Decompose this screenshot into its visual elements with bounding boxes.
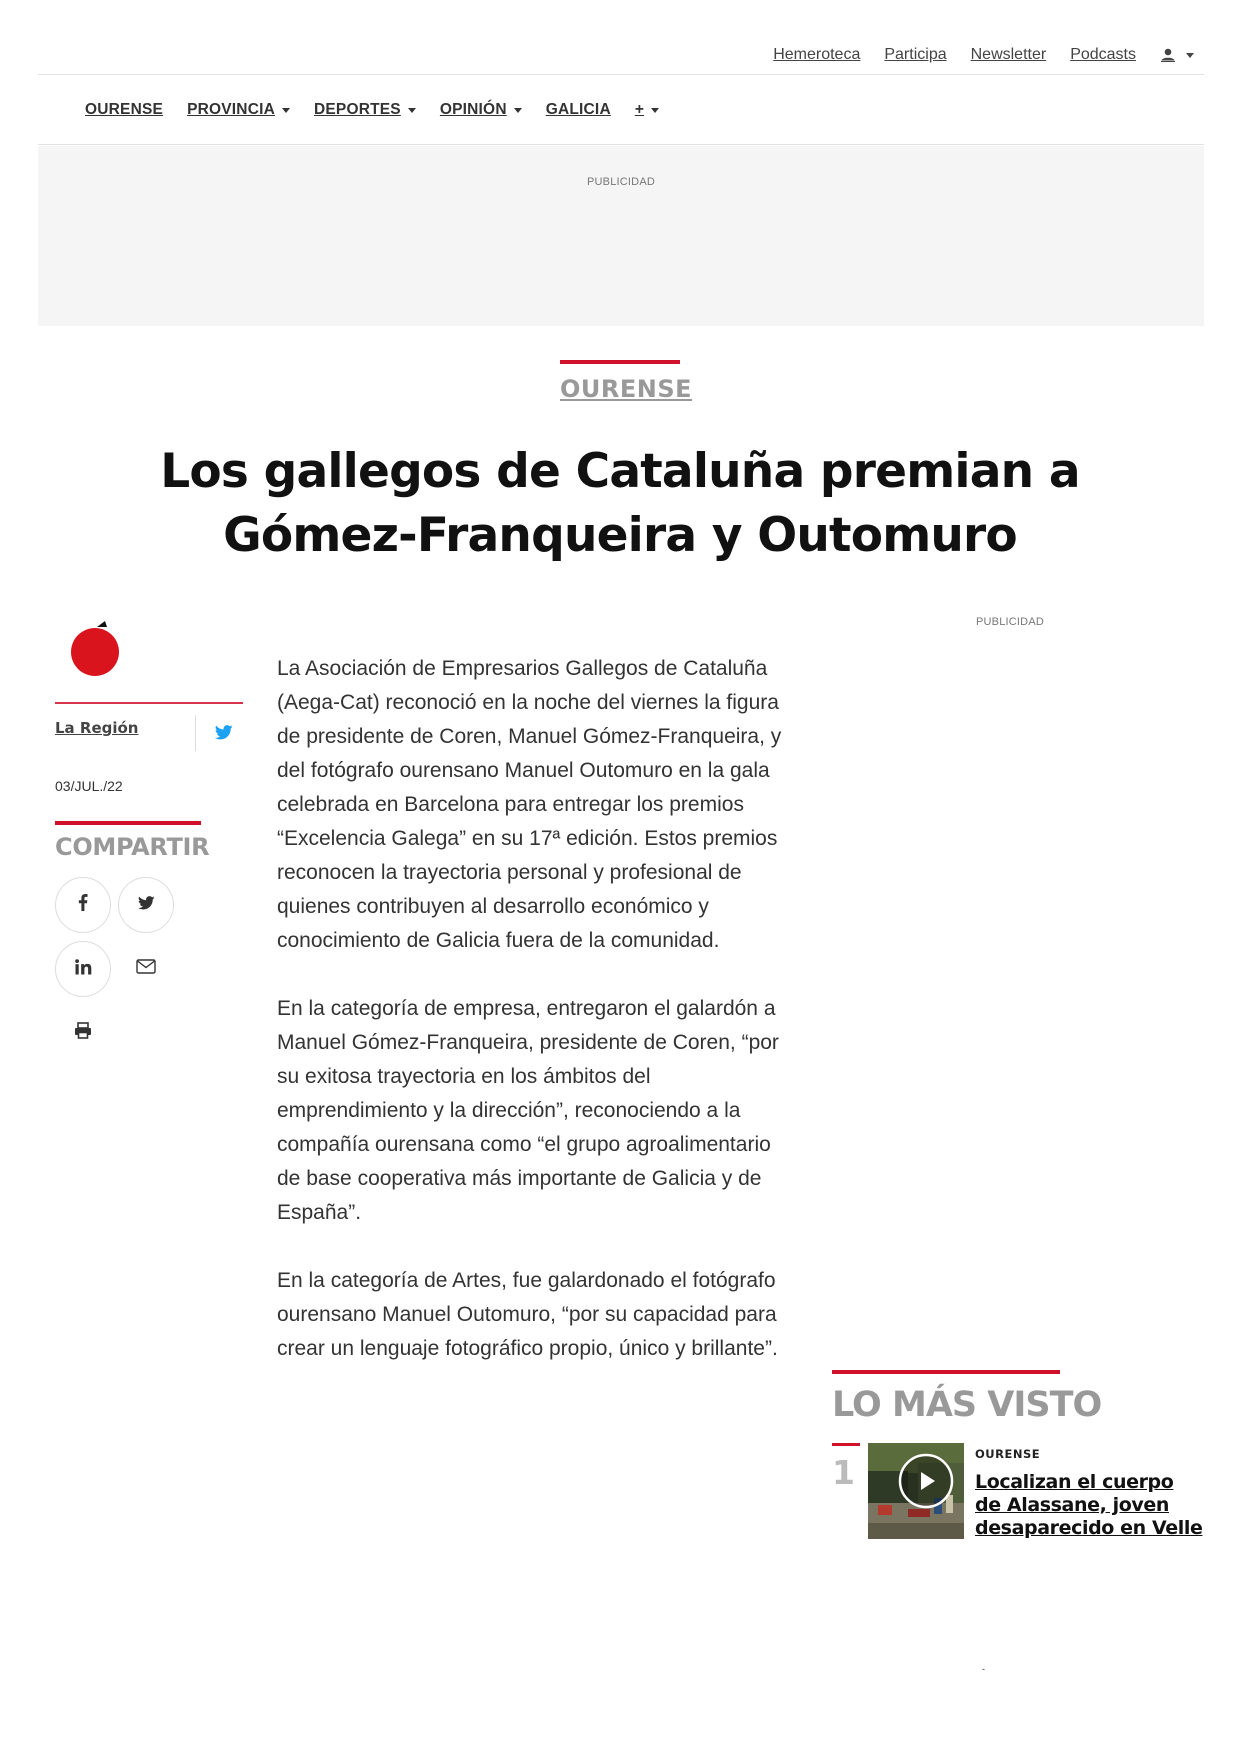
nav-item-ourense[interactable] [85,101,163,119]
share-accent-bar [55,821,201,825]
user-icon [1160,48,1178,62]
section-accent-bar [560,360,680,364]
most-viewed-title: LO MÁS VISTO [832,1385,1102,1425]
user-menu-toggle[interactable] [1160,48,1194,62]
article-date: 03/JUL./22 [55,778,123,794]
utility-links [749,46,1204,64]
main-navigation [38,75,1204,145]
share-twitter-button[interactable] [118,877,174,933]
rank-number: 1 [832,1453,855,1492]
share-linkedin-button[interactable] [55,941,111,997]
article-headline: Los gallegos de Cataluña premian a Gómez-Franqueira y Outomuro [160,444,1080,563]
top-ad-slot [38,146,1204,326]
most-viewed-section[interactable]: OURENSE [975,1447,1041,1461]
nav-item-label: + [634,101,645,118]
video-thumbnail[interactable] [868,1443,964,1539]
nav-item-label: PROVINCIA [187,101,275,118]
most-viewed-headline-link[interactable]: Localizan el cuerpo de Alassane, joven desaparecido en Velle [975,1471,1203,1539]
rank-accent-bar [832,1443,860,1446]
hemeroteca-link[interactable]: Hemeroteca [773,46,861,63]
top-utility-bar [38,40,1204,75]
nav-item-galicia[interactable] [546,101,611,119]
section-kicker[interactable] [560,360,693,403]
section-link[interactable]: OURENSE [560,375,693,403]
stray-mark: - [982,1664,985,1674]
chevron-down-icon [408,108,416,113]
nav-item-label: OPINIÓN [439,101,507,118]
chevron-down-icon [282,108,290,113]
article-paragraph: En la categoría de empresa, entregaron el galardón a Manuel Gómez-Franqueira, presidente de Coren, “por su exitosa trayectoria en los ámbitos del emprendimiento y la dirección”, reconociendo a la compañía ourensana como “el grupo agroalimentario de base cooperativa más importante de Galicia y de España”. [277,997,779,1224]
nav-item-label: DEPORTES [313,101,401,118]
article-paragraph: En la categoría de Artes, fue galardonado el fotógrafo ourensano Manuel Outomuro, “por su capacidad para crear un lenguaje fotográfico propio, único y brillante”. [277,1269,778,1360]
nav-item-provincia[interactable] [187,101,290,119]
facebook-icon [78,894,88,916]
nav-item-opinion[interactable] [440,101,522,119]
twitter-icon [138,896,155,915]
author-logo [67,615,123,679]
most-viewed-accent-bar [832,1370,1060,1374]
nav-item-label: OURENSE [85,101,164,118]
author-twitter-icon[interactable] [215,725,233,741]
author-name-link[interactable]: La Región [55,719,139,737]
chevron-down-icon [514,108,522,113]
share-facebook-button[interactable] [55,877,111,933]
podcasts-link[interactable]: Podcasts [1070,46,1136,63]
chevron-down-icon [651,108,659,113]
nav-item-label: GALICIA [545,101,611,118]
participa-link[interactable]: Participa [884,46,947,63]
ad-label: PUBLICIDAD [586,176,656,188]
author-divider [55,702,243,704]
email-icon [136,959,156,979]
share-title: COMPARTIR [55,833,210,861]
share-email-button[interactable] [118,941,174,997]
article-paragraph: La Asociación de Empresarios Gallegos de Cataluña (Aega-Cat) reconoció en la noche del viernes la figura de presidente de Coren, Manuel Gómez-Franqueira, y del fotógrafo ourensano Manuel Outomuro en la gala celebrada en Barcelona para entregar los premios “Excelencia Galega” en su 17ª edición. Estos premios reconocen la trayectoria personal y profesional de quienes contribuyen al desarrollo económico y conocimiento de Galicia fuera de la comunidad. [277,657,782,952]
most-viewed-item[interactable] [832,1443,1202,1543]
nav-item-more[interactable] [635,101,659,119]
nav-item-deportes[interactable] [314,101,416,119]
print-icon [74,1022,92,1044]
chevron-down-icon [1186,53,1194,58]
article-body [277,652,797,1400]
sidebar-ad-label: PUBLICIDAD [975,616,1045,628]
linkedin-icon [75,959,92,980]
author-separator [195,715,196,751]
newsletter-link[interactable]: Newsletter [970,46,1047,63]
print-button[interactable] [55,1005,111,1061]
